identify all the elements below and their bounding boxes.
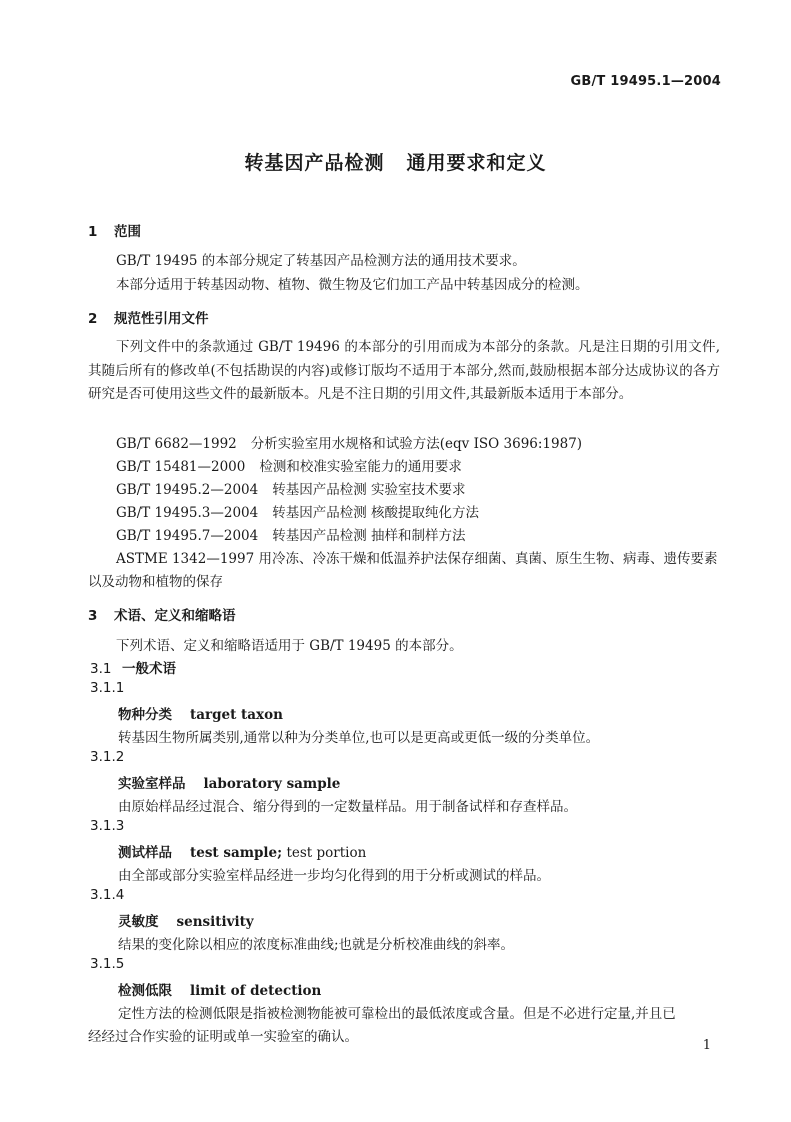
title-part-2: 通用要求和定义	[406, 152, 547, 174]
term-heading	[118, 772, 340, 792]
reference-item	[116, 432, 582, 452]
paragraph: 本部分适用于转基因动物、植物、微生物及它们加工产品中转基因成分的检测。	[116, 277, 589, 293]
term-heading	[118, 910, 254, 930]
reference-name: 转基因产品检测 核酸提取纯化方法	[272, 505, 480, 521]
paragraph: 下列术语、定义和缩略语适用于 GB/T 19495 的本部分。	[116, 638, 463, 654]
section-3-heading	[88, 604, 236, 624]
term-en-alt: test portion	[286, 845, 367, 861]
section-title: 规范性引用文件	[114, 311, 209, 327]
reference-name: 检测和校准实验室能力的通用要求	[259, 459, 462, 475]
reference-code: GB/T 15481—2000	[116, 459, 246, 475]
term-definition: 定性方法的检测低限是指被检测物能被可靠检出的最低浓度或含量。但是不必进行定量,并且已	[118, 1006, 676, 1022]
paragraph: GB/T 19495 的本部分规定了转基因产品检测方法的通用技术要求。	[116, 253, 526, 269]
term-definition: 结果的变化除以相应的浓度标准曲线;也就是分析校准曲线的斜率。	[118, 937, 515, 953]
reference-item	[116, 501, 479, 521]
term-heading	[118, 841, 366, 861]
reference-name: 分析实验室用水规格和试验方法(eqv ISO 3696:1987)	[250, 436, 583, 452]
term-zh: 检测低限	[118, 983, 172, 999]
term-zh: 实验室样品	[118, 776, 186, 792]
reference-item	[116, 455, 462, 475]
term-zh: 灵敏度	[118, 914, 159, 930]
section-2-heading	[88, 307, 209, 327]
term-heading	[118, 703, 283, 723]
term-en: sensitivity	[176, 914, 254, 930]
term-zh: 测试样品	[118, 845, 172, 861]
reference-code: GB/T 19495.2—2004	[116, 482, 259, 498]
reference-item-continued: 以及动物和植物的保存	[88, 574, 223, 590]
term-definition: 转基因生物所属类别,通常以种为分类单位,也可以是更高或更低一级的分类单位。	[118, 730, 600, 746]
document-title	[0, 148, 791, 175]
section-title: 术语、定义和缩略语	[114, 608, 236, 624]
term-definition: 由原始样品经过混合、缩分得到的一定数量样品。用于制备试样和存查样品。	[118, 799, 577, 815]
subsection-number: 3.1	[90, 661, 112, 677]
term-number: 3.1.1	[90, 680, 125, 696]
section-1-heading	[88, 220, 141, 240]
reference-code: GB/T 19495.7—2004	[116, 528, 259, 544]
subsection-title: 一般术语	[122, 661, 176, 677]
reference-item	[116, 524, 466, 544]
standard-code: GB/T 19495.1—2004	[570, 74, 721, 89]
term-number: 3.1.5	[90, 956, 125, 972]
term-zh: 物种分类	[118, 707, 172, 723]
term-en: laboratory sample	[203, 776, 341, 792]
reference-name: 转基因产品检测 抽样和制样方法	[272, 528, 466, 544]
page-number: 1	[702, 1038, 711, 1053]
reference-item	[116, 478, 466, 498]
section-number: 3	[88, 608, 98, 624]
term-number: 3.1.3	[90, 818, 125, 834]
subsection-heading	[90, 657, 176, 677]
section-title: 范围	[114, 224, 141, 240]
term-definition: 由全部或部分实验室样品经进一步均匀化得到的用于分析或测试的样品。	[118, 868, 550, 884]
term-en: limit of detection	[190, 983, 322, 999]
reference-code: GB/T 6682—1992	[116, 436, 237, 452]
reference-item: ASTME 1342—1997 用冷冻、冷冻干燥和低温养护法保存细菌、真菌、原生生物、病毒、遗传要素	[116, 551, 718, 567]
term-en: target taxon	[190, 707, 283, 723]
paragraph: 下列文件中的条款通过 GB/T 19496 的本部分的引用而成为本部分的条款。凡是注日期的引用文件,其随后所有的修改单(不包括勘误的内容)或修订版均不适用于本部分,然而,鼓励根据本部分达成协议的各方研究是否可使用这些文件的最新版本。凡是不注日期的引用文件,其最新版本适用于本部分。	[88, 339, 720, 403]
term-heading	[118, 979, 321, 999]
term-number: 3.1.4	[90, 887, 125, 903]
term-definition-continued: 经经过合作实验的证明或单一实验室的确认。	[88, 1029, 358, 1045]
term-number: 3.1.2	[90, 749, 125, 765]
reference-code: GB/T 19495.3—2004	[116, 505, 259, 521]
reference-name: 转基因产品检测 实验室技术要求	[272, 482, 466, 498]
section-number: 1	[88, 224, 98, 240]
section-number: 2	[88, 311, 98, 327]
term-en: test sample;	[190, 845, 283, 861]
title-part-1: 转基因产品检测	[244, 152, 385, 174]
